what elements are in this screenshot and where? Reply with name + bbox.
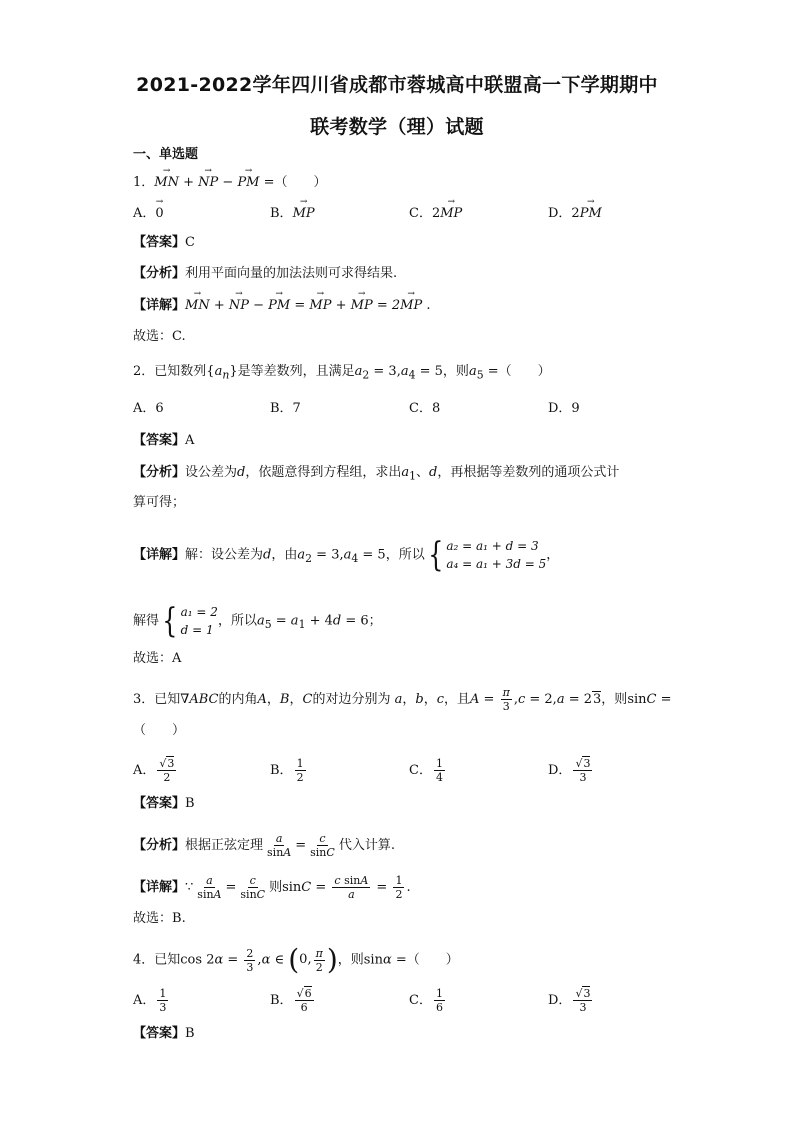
question-2-analysis-cont: 算可得； <box>133 495 186 510</box>
question-3-option-a: A． $\frac{√3}{2}$ <box>133 757 175 784</box>
question-4-option-a: A． $\frac{1}{3}$ <box>133 987 167 1014</box>
question-1-option-c: C．2→ MP <box>409 205 462 223</box>
question-1-detail: 【详解】→ MN + → NP − → PM = → MP + → MP = 2→ MP . <box>133 297 430 315</box>
question-4-option-b: B． $\frac{√6}{6}$ <box>270 987 312 1014</box>
question-4-option-c: C． $\frac{1}{6}$ <box>409 987 443 1014</box>
question-3-stem-cont: （ ） <box>133 723 186 738</box>
question-2-analysis: 【分析】设公差为d，依题意得到方程组，求出$a_1$、d，再根据等差数列的通项公式计 <box>133 465 620 483</box>
question-2-stem: 2．已知数列$\{a_n\}$是等差数列，且满足$a_2 = 3,a_4 = 5$，则$a_5$ =（ ） <box>133 364 551 382</box>
question-3-option-b: B． $\frac{1}{2}$ <box>270 757 304 784</box>
question-1-stem: 1．→ MN + → NP − → PM =（ ） <box>133 174 327 192</box>
question-3-choose: 故选：B. <box>133 911 186 926</box>
question-1-choose: 故选：C. <box>133 329 186 344</box>
question-3-stem: 3．已知∇ABC的内角A，B，C的对边分别为 a，b，c，且A = $\frac{\pi}{3}$ ,c = 2,a = 23，则sinC = <box>133 686 672 713</box>
question-2-option-b: B．7 <box>270 401 301 416</box>
question-4-stem: 4．已知cos 2α = $\frac{2}{3}$ ,α ∈ ( 0, $\frac{\pi}{2}$ ) ，则sinα =（ ） <box>133 943 459 976</box>
question-1-option-b: B．→ MP <box>270 205 315 223</box>
question-3-analysis: 【分析】根据正弦定理 $\frac{a}{\sin A}$ = $\frac{c}{\sin C}$ 代入计算. <box>133 832 395 859</box>
question-1-analysis: 【分析】利用平面向量的加法法则可求得结果. <box>133 266 398 281</box>
question-2-solve: 解得 { a₁ = 2 d = 1 ，所以$a_5 = a_1 + 4d = 6$； <box>133 601 382 641</box>
question-2-detail: 【详解】解：设公差为d，由$a_2 = 3,a_4 = 5$，所以 { a₂ = a₁ + d = 3 a₄ = a₁ + 3d = 5 ， <box>133 535 560 575</box>
question-2-choose: 故选：A <box>133 651 182 666</box>
question-3-option-c: C． $\frac{1}{4}$ <box>409 757 443 784</box>
question-1-answer: 【答案】C <box>133 235 195 250</box>
question-4-answer: 【答案】B <box>133 1026 195 1041</box>
page-title-line1: 2021-2022学年四川省成都市蓉城高中联盟高一下学期期中 <box>136 74 658 96</box>
question-2-option-c: C．8 <box>409 401 441 416</box>
question-1-option-a: A．→ 0 <box>133 205 164 223</box>
question-1-option-d: D．2→ PM <box>548 205 602 223</box>
question-3-detail: 【详解】∵ $\frac{a}{\sin A}$ = $\frac{c}{\sin C}$ 则sinC = $\frac{\text{c sinA}}{a}$ = $\frac{1}{2}$ . <box>133 874 411 901</box>
question-2-answer: 【答案】A <box>133 433 195 448</box>
question-2-option-d: D．9 <box>548 401 580 416</box>
question-2-option-a: A．6 <box>133 401 164 416</box>
question-4-option-d: D． $\frac{√3}{3}$ <box>548 987 591 1014</box>
page-title-line2: 联考数学（理）试题 <box>310 116 484 138</box>
section-heading: 一、单选题 <box>133 147 199 162</box>
question-3-option-d: D． $\frac{√3}{3}$ <box>548 757 591 784</box>
question-3-answer: 【答案】B <box>133 796 195 811</box>
